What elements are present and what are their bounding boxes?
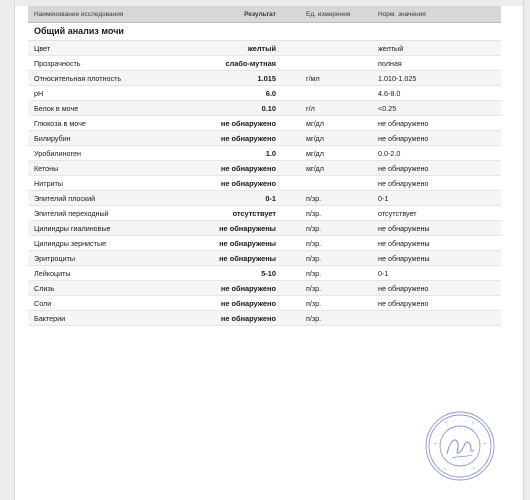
row-name: pH [34, 88, 44, 98]
table-row [28, 101, 501, 116]
table-row [28, 206, 501, 221]
row-result: не обнаружено [220, 313, 276, 323]
row-unit: мг/дл [306, 118, 324, 128]
row-name: Эпителий плоский [34, 193, 96, 203]
table-row [28, 236, 501, 251]
row-name: Эритроциты [34, 253, 76, 263]
row-name: Слизь [34, 283, 55, 293]
row-unit: п/зр. [306, 268, 322, 278]
row-norm: <0.25 [378, 103, 397, 113]
row-unit: п/зр. [306, 193, 322, 203]
row-result: желтый [247, 43, 276, 53]
table-row [28, 56, 501, 71]
header-result: Результат [244, 10, 276, 18]
table-row [28, 86, 501, 101]
table-row [28, 311, 501, 326]
table-row [28, 281, 501, 296]
row-result: не обнаружено [220, 133, 276, 143]
row-unit: мг/дл [306, 133, 324, 143]
table-row [28, 296, 501, 311]
row-name: Уробилиноген [34, 148, 81, 158]
row-unit: п/зр. [306, 313, 322, 323]
row-norm: не обнаружено [378, 283, 429, 293]
row-norm: 1.010-1.025 [378, 73, 417, 83]
row-name: Кетоны [34, 163, 59, 173]
row-norm: 0-1 [378, 193, 389, 203]
row-result: не обнаружено [220, 298, 276, 308]
row-norm: 4.6-8.0 [378, 88, 401, 98]
row-norm: 0-1 [378, 268, 389, 278]
table-header [28, 6, 501, 23]
row-unit: п/зр. [306, 298, 322, 308]
row-name: Бактерии [34, 313, 66, 323]
row-name: Цилиндры гиалиновые [34, 223, 111, 233]
row-unit: г/мл [306, 73, 320, 83]
seal-icon [424, 410, 496, 482]
table-row [28, 161, 501, 176]
row-unit: п/зр. [306, 223, 322, 233]
row-result: отсутствует [232, 208, 276, 218]
row-name: Соли [34, 298, 52, 308]
results-sheet [28, 6, 501, 326]
header-unit: Ед. измерения [306, 10, 351, 18]
row-unit: п/зр. [306, 208, 322, 218]
table-row [28, 266, 501, 281]
table-row [28, 116, 501, 131]
row-unit: мг/дл [306, 163, 324, 173]
row-result: не обнаружены [219, 238, 276, 248]
row-norm: желтый [378, 43, 404, 53]
row-norm: не обнаружено [378, 118, 429, 128]
row-norm: не обнаружены [378, 253, 430, 263]
table-row [28, 251, 501, 266]
row-result: не обнаружено [220, 118, 276, 128]
row-name: Нитриты [34, 178, 63, 188]
row-norm: не обнаружены [378, 223, 430, 233]
table-row [28, 191, 501, 206]
right-margin [523, 0, 530, 500]
row-result: 0.10 [261, 103, 276, 113]
row-unit: г/л [306, 103, 315, 113]
row-norm: не обнаружено [378, 298, 429, 308]
table-row [28, 146, 501, 161]
row-name: Билирубин [34, 133, 71, 143]
row-norm: 0.0-2.0 [378, 148, 401, 158]
row-unit: мг/дл [306, 148, 324, 158]
row-result: не обнаружены [219, 223, 276, 233]
row-result: 0-1 [265, 193, 276, 203]
row-result: 1.0 [265, 148, 276, 158]
left-margin [0, 0, 15, 500]
row-result: не обнаружено [220, 283, 276, 293]
row-result: 6.0 [265, 88, 276, 98]
row-result: 5-10 [261, 268, 276, 278]
row-result: 1.015 [257, 73, 276, 83]
row-name: Эпителий переходный [34, 208, 109, 218]
row-unit: п/зр. [306, 253, 322, 263]
row-norm: не обнаружено [378, 163, 429, 173]
table-row [28, 176, 501, 191]
row-norm: не обнаружено [378, 178, 429, 188]
header-norm: Норм. значения [378, 10, 426, 18]
row-name: Цвет [34, 43, 51, 53]
row-norm: не обнаружено [378, 133, 429, 143]
row-name: Прозрачность [34, 58, 81, 68]
row-unit: п/зр. [306, 238, 322, 248]
row-result: не обнаружено [220, 163, 276, 173]
row-name: Белок в моче [34, 103, 79, 113]
row-norm: не обнаружены [378, 238, 430, 248]
row-name: Лейкоциты [34, 268, 71, 278]
table-row [28, 131, 501, 146]
row-norm: отсутствует [378, 208, 417, 218]
table-row [28, 71, 501, 86]
row-norm: полная [378, 58, 402, 68]
row-name: Цилиндры зернистые [34, 238, 107, 248]
table-row [28, 221, 501, 236]
row-name: Глюкоза в моче [34, 118, 86, 128]
row-result: слабо-мутная [225, 58, 276, 68]
results-table-body [28, 41, 501, 326]
row-result: не обнаружено [220, 178, 276, 188]
section-title: Общий анализ мочи [28, 23, 501, 41]
row-unit: п/зр. [306, 283, 322, 293]
row-name: Относительная плотность [34, 73, 122, 83]
table-row [28, 41, 501, 56]
row-result: не обнаружены [219, 253, 276, 263]
header-name: Наименование исследования [34, 10, 124, 18]
